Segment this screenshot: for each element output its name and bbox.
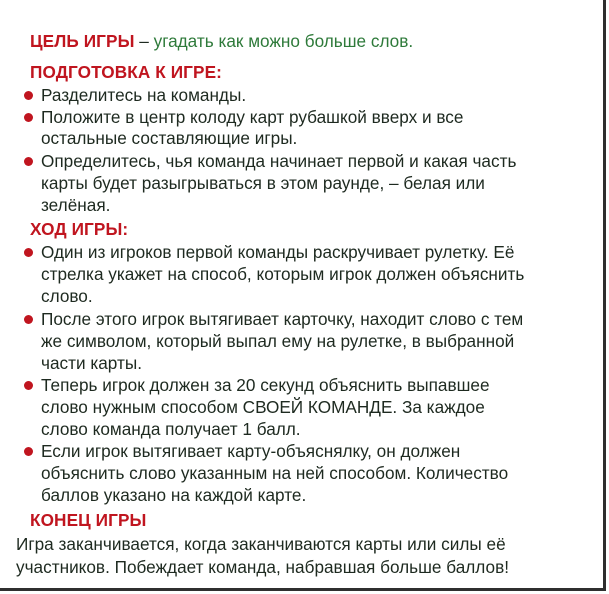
bullet-icon <box>24 113 33 122</box>
end-heading: КОНЕЦ ИГРЫ <box>30 510 147 530</box>
play-item-3-line-1: Теперь игрок должен за 20 секунд объяснить выпавшее <box>41 375 490 395</box>
prep-item-1-line-1: Разделитесь на команды. <box>41 85 247 105</box>
bullet-icon <box>24 248 33 257</box>
bullet-icon <box>24 91 33 100</box>
goal-line <box>30 30 413 52</box>
play-heading: ХОД ИГРЫ: <box>30 219 129 239</box>
bullet-icon <box>24 157 33 166</box>
bullet-icon <box>24 381 33 390</box>
play-item-4-line-2: объяснить слово указанным на ней способом. Количество <box>41 463 509 483</box>
play-item-1-line-3: слово. <box>41 286 93 306</box>
prep-item-3-line-2: карты будет разыгрываться в этом раунде, – белая или <box>41 173 485 193</box>
play-item-1-line-1: Один из игроков первой команды раскручивает рулетку. Её <box>41 242 515 262</box>
goal-dash: – <box>134 31 154 51</box>
play-item-4-line-1: Если игрок вытягивает карту-объяснялку, он должен <box>41 441 461 461</box>
play-item-2-line-1: После этого игрок вытягивает карточку, находит слово с тем <box>41 309 524 329</box>
prep-item-2-line-2: остальные составляющие игры. <box>41 128 298 148</box>
play-item-1-line-2: стрелка укажет на способ, которым игрок должен объяснить <box>41 264 525 284</box>
end-line-2: участников. Побеждает команда, набравшая больше баллов! <box>16 557 509 577</box>
play-item-2-line-3: части карты. <box>41 353 142 373</box>
bullet-icon <box>24 315 33 324</box>
goal-text: угадать как можно больше слов. <box>153 31 414 51</box>
goal-heading: ЦЕЛЬ ИГРЫ <box>30 31 135 51</box>
play-item-2-line-2: же символом, который выпал ему на рулетке, в выбранной <box>41 331 515 351</box>
end-line-1: Игра заканчивается, когда заканчиваются карты или силы её <box>16 534 506 554</box>
play-item-3-line-3: слово команда получает 1 балл. <box>41 419 301 439</box>
bullet-icon <box>24 447 33 456</box>
play-item-4-line-3: баллов указано на каждой карте. <box>41 485 307 505</box>
prep-heading: ПОДГОТОВКА К ИГРЕ: <box>30 62 222 82</box>
play-item-3-line-2: слово нужным способом СВОЕЙ КОМАНДЕ. За каждое <box>41 397 485 417</box>
prep-item-3-line-3: зелёная. <box>41 195 111 215</box>
prep-item-3-line-1: Определитесь, чья команда начинает первой и какая часть <box>41 151 517 171</box>
prep-item-2-line-1: Положите в центр колоду карт рубашкой вверх и все <box>41 107 464 127</box>
